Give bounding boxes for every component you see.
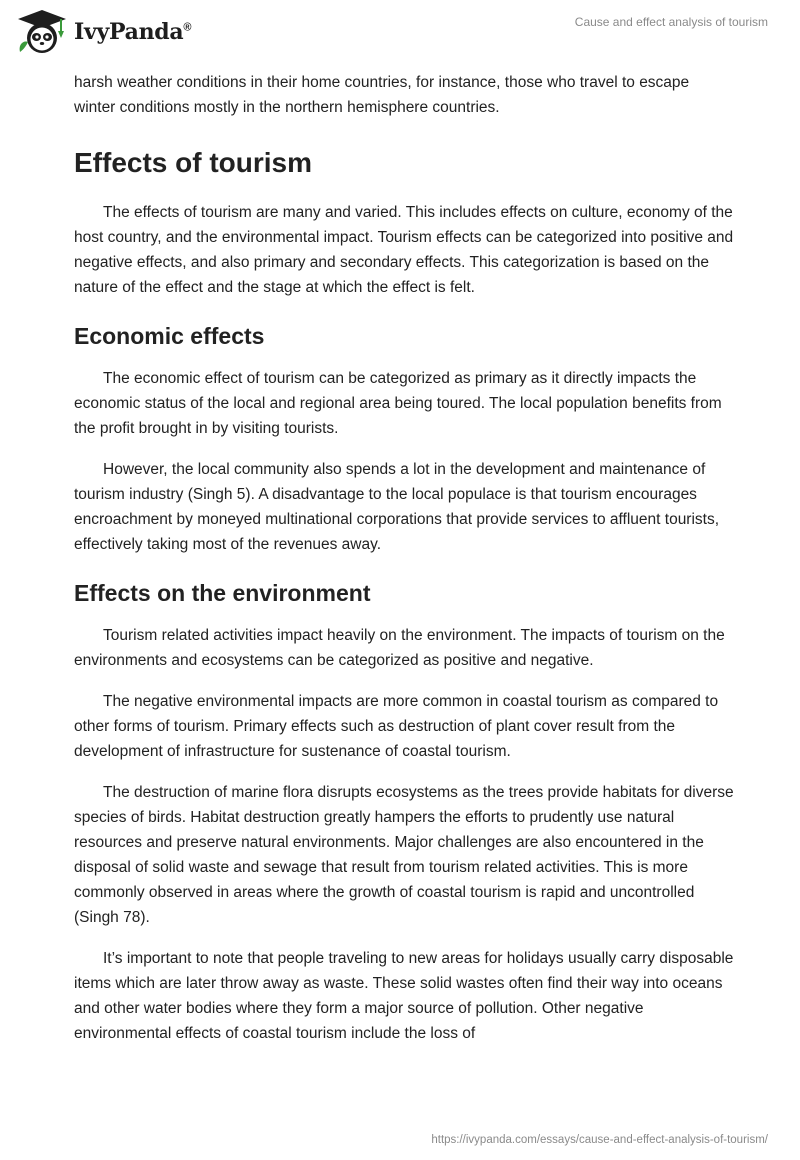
- logo-wordmark: IvyPanda®: [74, 19, 192, 45]
- heading-effects-of-tourism: Effects of tourism: [74, 147, 313, 178]
- paragraph-environment-2: The negative environmental impacts are more common in coastal tourism as compared to other forms of tourism. Primary effects such as destruction of plant cover result from the development of infrastructure for sustenance of coastal tourism.: [74, 693, 719, 760]
- paragraph-environment-1: Tourism related activities impact heavily on the environment. The impacts of tourism on the environments and ecosystems can be categorized as positive and negative.: [74, 627, 725, 669]
- document-title: Cause and effect analysis of tourism: [574, 15, 768, 29]
- paragraph-environment-4: It’s important to note that people traveling to new areas for holidays usually carry disposable items which are later throw away as waste. These solid wastes often find their way into oceans and other water bodies where they form a major source of pollution. Other negative environmental effects of coastal tourism include the loss of: [74, 950, 734, 1042]
- paragraph-economic-1: The economic effect of tourism can be categorized as primary as it directly impacts the economic status of the local and regional area being toured. The local population benefits from the profit brought in by visiting tourists.: [74, 370, 722, 437]
- paragraph-effects-1: The effects of tourism are many and varied. This includes effects on culture, economy of the host country, and the environmental impact. Tourism effects can be categorized into positive and negative effects, and also primary and secondary effects. This categorization is based on the nature of the effect and the stage at which the effect is felt.: [74, 204, 734, 296]
- paragraph-intro-continuation: harsh weather conditions in their home countries, for instance, those who travel to escape winter conditions mostly in the northern hemisphere countries.: [74, 74, 690, 116]
- heading-effects-on-environment: Effects on the environment: [74, 580, 371, 606]
- panda-graduate-icon: [14, 8, 70, 56]
- page-header: [0, 0, 800, 60]
- paragraph-economic-2: However, the local community also spends a lot in the development and maintenance of tourism industry (Singh 5). A disadvantage to the local populace is that tourism encourages encroachment by moneyed multinational corporations that provide services to affluent tourists, effectively taking most of the revenues away.: [74, 461, 720, 553]
- paragraph-environment-3: The destruction of marine flora disrupts ecosystems as the trees provide habitats for diverse species of birds. Habitat destruction greatly hampers the efforts to prudently use natural resources and preserve natural environments. Major challenges are also encountered in the disposal of solid waste and sewage that result from tourism related activities. This is more commonly observed in areas where the growth of coastal tourism is rapid and uncontrolled (Singh 78).: [74, 784, 734, 926]
- source-url[interactable]: https://ivypanda.com/essays/cause-and-effect-analysis-of-tourism/: [431, 1134, 768, 1146]
- essay-content: [74, 70, 734, 1062]
- heading-economic-effects: Economic effects: [74, 323, 265, 349]
- ivypanda-logo[interactable]: [14, 8, 191, 56]
